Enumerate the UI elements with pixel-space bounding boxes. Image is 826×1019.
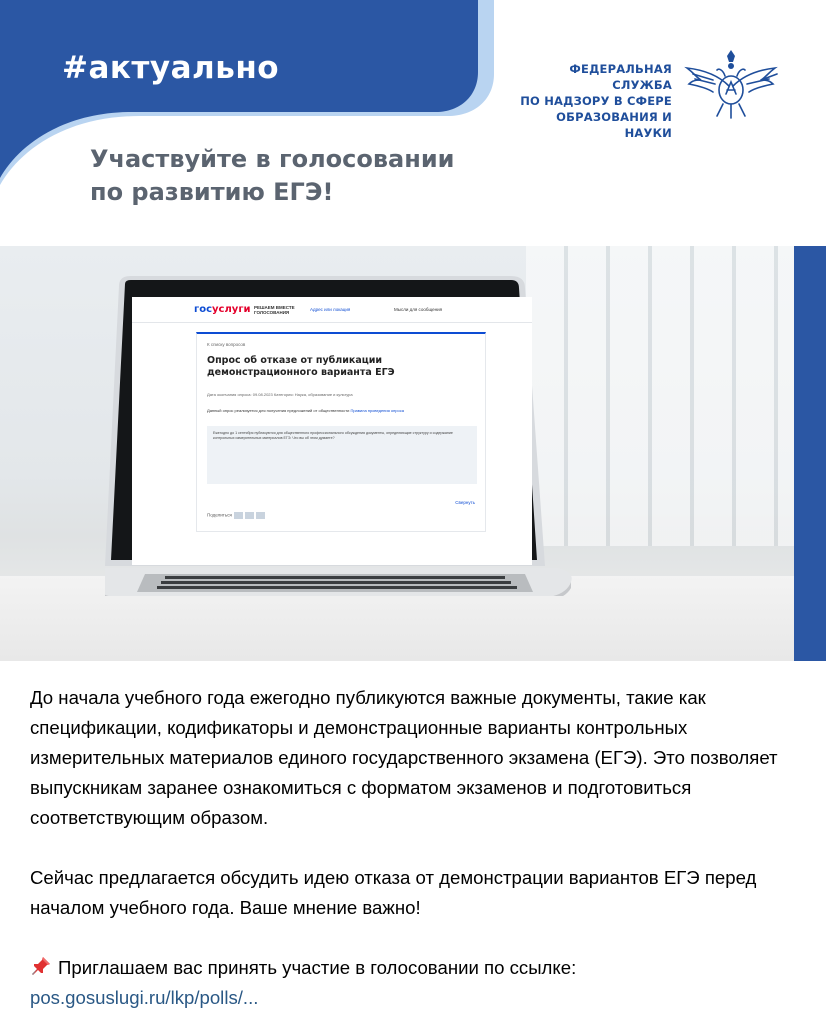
post-photo: [0, 246, 826, 661]
back-link: К списку вопросов: [207, 342, 246, 347]
poll-title: Опрос об отказе от публикации демонстрационного варианта ЕГЭ: [207, 355, 395, 378]
laptop-screen: [132, 297, 532, 565]
invite-text: Приглашаем вас принять участие в голосовании по ссылке:: [58, 957, 577, 978]
poll-card: [196, 332, 486, 532]
banner-headline-line: Участвуйте в голосовании: [90, 145, 455, 173]
share-tg-icon: [256, 512, 265, 519]
org-name: [520, 61, 672, 141]
poll-link[interactable]: pos.gosuslugi.ru/lkp/polls/...: [30, 987, 259, 1008]
gosuslugi-header: [132, 297, 532, 323]
org-name-line: ФЕДЕРАЛЬНАЯ СЛУЖБА: [569, 62, 672, 92]
post-text: [30, 683, 790, 1013]
banner-headline-line: по развитию ЕГЭ!: [90, 178, 334, 206]
org-name-line: ПО НАДЗОРУ В СФЕРЕ: [520, 94, 672, 108]
poll-note: [207, 408, 477, 413]
poll-body: Ежегодно до 1 сентября публикуются для общественного профессионального обсуждения документы, определяющие структуру и содержание контрольных измерительных материалов ЕГЭ. Что вы об этом думаете?: [207, 426, 477, 484]
pushpin-icon: [30, 955, 52, 977]
double-headed-eagle-icon: [683, 46, 779, 120]
brand-stripe: [794, 246, 826, 661]
post-banner: [0, 0, 826, 246]
share-vk-icon: [234, 512, 243, 519]
org-name-line: ОБРАЗОВАНИЯ И НАУКИ: [556, 110, 672, 140]
post-paragraph: До начала учебного года ежегодно публикуются важные документы, такие как спецификации, кодификаторы и демонстрационные варианты контрольных измерительных материалов единого государственного экзамена (ЕГЭ). Это позволяет выпускникам заранее ознакомиться с форматом экзаменов и подготовиться соответствующим образом.: [30, 687, 778, 828]
help-nav: Мысли для сообщения: [394, 307, 443, 312]
hashtag-title: #актуально: [62, 50, 280, 86]
slogan-line: РЕШАЕМ ВМЕСТЕ: [254, 305, 295, 310]
invite-paragraph: [30, 953, 790, 1013]
poll-rules-link: Правила проведения опроса: [350, 408, 404, 413]
logo-part: гос: [194, 304, 213, 315]
poll-meta: Дата окончания опроса: 09.08.2023 Категория: Наука, образование и культура: [207, 392, 353, 397]
share-ok-icon: [245, 512, 254, 519]
gosuslugi-logo: [194, 304, 251, 315]
logo-part: услуги: [212, 304, 251, 315]
banner-headline: [90, 143, 454, 209]
share-label: Поделиться: [207, 512, 232, 518]
slogan-line: ГОЛОСОВАНИЯ: [254, 310, 290, 315]
collapse-link: Свернуть: [455, 500, 475, 505]
post-paragraph: Сейчас предлагается обсудить идею отказа от демонстрации вариантов ЕГЭ перед началом учебного года. Ваше мнение важно!: [30, 867, 757, 918]
location-nav: Адрес или локация: [310, 307, 351, 312]
banner-background-shape: [0, 0, 826, 246]
share-row: [207, 512, 265, 519]
poll-note-text: Данный опрос реализуется для получения предложений от общественности: [207, 408, 350, 413]
gosuslugi-slogan: [254, 305, 295, 315]
